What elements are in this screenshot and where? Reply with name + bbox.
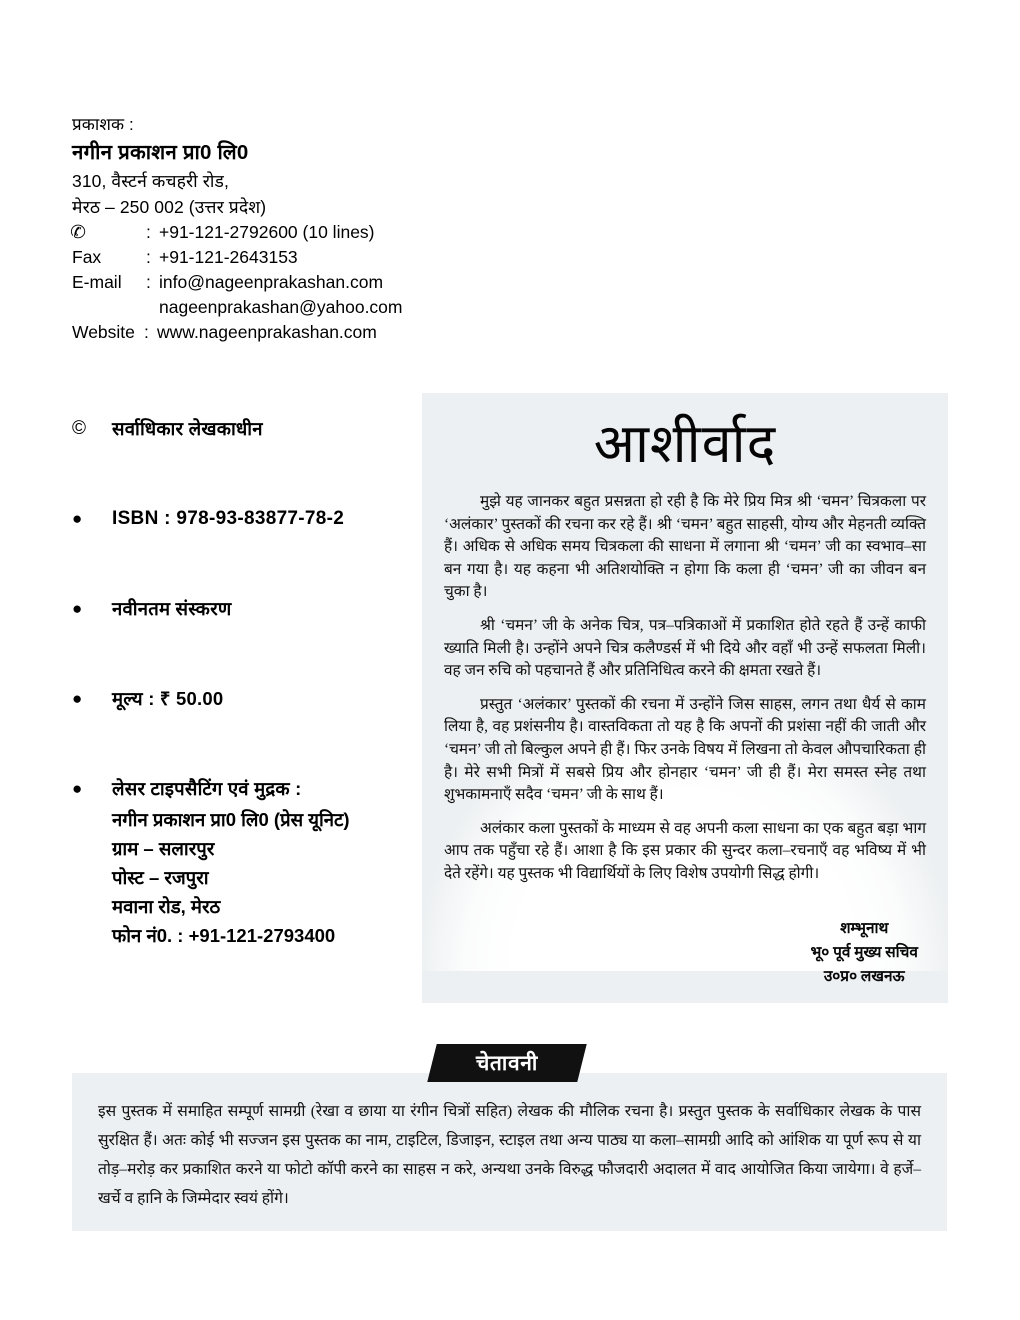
list-item-price: [72, 685, 422, 713]
signatory-designation: भू० पूर्व मुख्य सचिव: [810, 944, 918, 961]
blessing-title: आशीर्वाद: [593, 414, 777, 474]
fax-label: Fax: [72, 247, 102, 267]
publisher-label: प्रकाशक :: [72, 115, 134, 134]
bullet-icon: ●: [72, 509, 83, 528]
isbn-value: ISBN : 978-93-83877-78-2: [112, 508, 345, 529]
warning-banner-label: चेतावनी: [476, 1051, 538, 1075]
fax-row: [72, 245, 492, 270]
blessing-panel: [422, 393, 948, 1003]
warning-text: इस पुस्तक में समाहित सम्पूर्ण सामग्री (रेखा व छाया या रंगीन चित्रों सहित) लेखक की मौलिक रचना है। प्रस्तुत पुस्तक के सर्वाधिकार लेखक के पास सुरक्षित हैं। अतः कोई भी सज्जन इस पुस्तक का नाम, टाइटिल, डिजाइन, स्टाइल तथा अन्य पाठ्य या कला–सामग्री आदि को आंशिक या पूर्ण रूप से या तोड़–मरोड़ कर प्रकाशित करने या फोटो कॉपी करने का साहस न करे, अन्यथा उनके विरुद्ध फौजदारी अदालत में वाद आयोजित किया जायेगा। वे हर्जे–खर्चे व हानि के जिम्मेदार स्वयं होंगे।: [98, 1103, 921, 1207]
website-colon: :: [144, 322, 149, 342]
price-value: मूल्य : ₹ 50.00: [112, 688, 224, 709]
printer-heading: लेसर टाइपसैटिंग एवं मुद्रक :: [112, 778, 302, 799]
warning-box: [72, 1073, 947, 1231]
signatory-name: शम्भूनाथ: [840, 920, 889, 937]
bullet-icon: ●: [72, 779, 83, 798]
printer-line-2: ग्राम – सलारपुर: [112, 838, 215, 859]
email-row-secondary: [72, 295, 492, 320]
bullet-icon: ●: [72, 599, 83, 618]
phone-colon: :: [146, 222, 151, 242]
publisher-name: नगीन प्रकाशन प्रा0 लि0: [72, 141, 249, 164]
edition-value: नवीनतम संस्करण: [112, 598, 232, 619]
telephone-icon: ✆: [70, 222, 86, 242]
list-item-printer: [72, 775, 422, 950]
email-label: E-mail: [72, 272, 122, 292]
list-item-copyright: [72, 415, 422, 443]
copyright-icon: ©: [72, 418, 86, 439]
signature-block: [810, 917, 918, 989]
phone-row: [72, 220, 492, 245]
printer-phone: फोन नं0. : +91-121-2793400: [112, 925, 336, 946]
blessing-paragraph: श्री ‘चमन’ जी के अनेक चित्र, पत्र–पत्रिकाओं में प्रकाशित होते रहते हैं उन्हें काफी ख्याति मिली है। उन्होंने अपने चित्र कलैण्डर्स में भी दिये और वहाँ भी उन्हें सफलता मिली। वह जन रुचि को पहचानते हैं और प्रतिनिधित्व करने की क्षमता रखते हैं।: [444, 616, 926, 680]
imprint-block: [72, 112, 492, 345]
email-address-secondary: nageenprakashan@yahoo.com: [159, 297, 403, 317]
email-address-primary: info@nageenprakashan.com: [159, 272, 384, 292]
blessing-content: [422, 393, 948, 1003]
publisher-address-line-2: मेरठ – 250 002 (उत्तर प्रदेश): [72, 197, 267, 217]
blessing-paragraph: मुझे यह जानकर बहुत प्रसन्नता हो रही है कि मेरे प्रिय मित्र श्री ‘चमन’ चित्रकला पर ‘अलंकार’ पुस्तकों की रचना कर रहे हैं। श्री ‘चमन’ बहुत साहसी, योग्य और मेहनती व्यक्ति हैं। अधिक से अधिक समय चित्रकला की साधना में लगाना श्री ‘चमन’ जी का स्वभाव–सा बन गया है। यह कहना भी अतिशयोक्ति न होगा कि कला ही ‘चमन’ जी का जीवन बन चुका है।: [444, 493, 926, 601]
warning-banner: [427, 1044, 586, 1082]
bullet-icon: ●: [72, 689, 83, 708]
website-label: Website: [72, 322, 135, 342]
fax-colon: :: [146, 247, 151, 267]
signatory-place: उ०प्र० लखनऊ: [823, 968, 905, 985]
printer-line-1: नगीन प्रकाशन प्रा0 लि0 (प्रेस यूनिट): [112, 809, 350, 830]
email-row: [72, 270, 492, 295]
blessing-paragraph: प्रस्तुत ‘अलंकार’ पुस्तकों की रचना में उन्होंने जिस साहस, लगन तथा धैर्य से काम लिया है, वह प्रशंसनीय है। वास्तविकता तो यह है कि अपनों की प्रशंसा नहीं की जाती और ‘चमन’ जी तो बिल्कुल अपने ही हैं। फिर उनके विषय में लिखना तो केवल औपचारिकता ही है। मेरे सभी मित्रों में सबसे प्रिय और होनहार ‘चमन’ जी ही हैं। मेरा समस्त स्नेह तथा शुभकामनाएँ सदैव ‘चमन’ जी के साथ हैं।: [444, 695, 926, 804]
printer-line-3: पोस्ट – रजपुरा: [112, 867, 209, 888]
blessing-paragraph: अलंकार कला पुस्तकों के माध्यम से वह अपनी कला साधना का एक बहुत बड़ा भाग आप तक पहुँचा रहे हैं। आशा है कि इस प्रकार की सुन्दर कला–रचनाएँ वह भविष्य में भी देते रहेंगे। यह पुस्तक भी विद्यार्थियों के लिए विशेष उपयोगी सिद्ध होगी।: [444, 819, 926, 882]
phone-number: +91-121-2792600 (10 lines): [159, 222, 375, 242]
book-metadata-list: [72, 415, 422, 950]
website-row: [72, 320, 492, 345]
fax-number: +91-121-2643153: [159, 247, 298, 267]
printer-line-4: मवाना रोड, मेरठ: [112, 896, 221, 917]
email-colon: :: [146, 272, 151, 292]
list-item-edition: [72, 595, 422, 623]
website-url: www.nageenprakashan.com: [157, 322, 377, 342]
publisher-address-line-1: 310, वैस्टर्न कचहरी रोड,: [72, 171, 229, 191]
copyright-statement: सर्वाधिकार लेखकाधीन: [112, 418, 263, 439]
list-item-isbn: [72, 505, 422, 533]
